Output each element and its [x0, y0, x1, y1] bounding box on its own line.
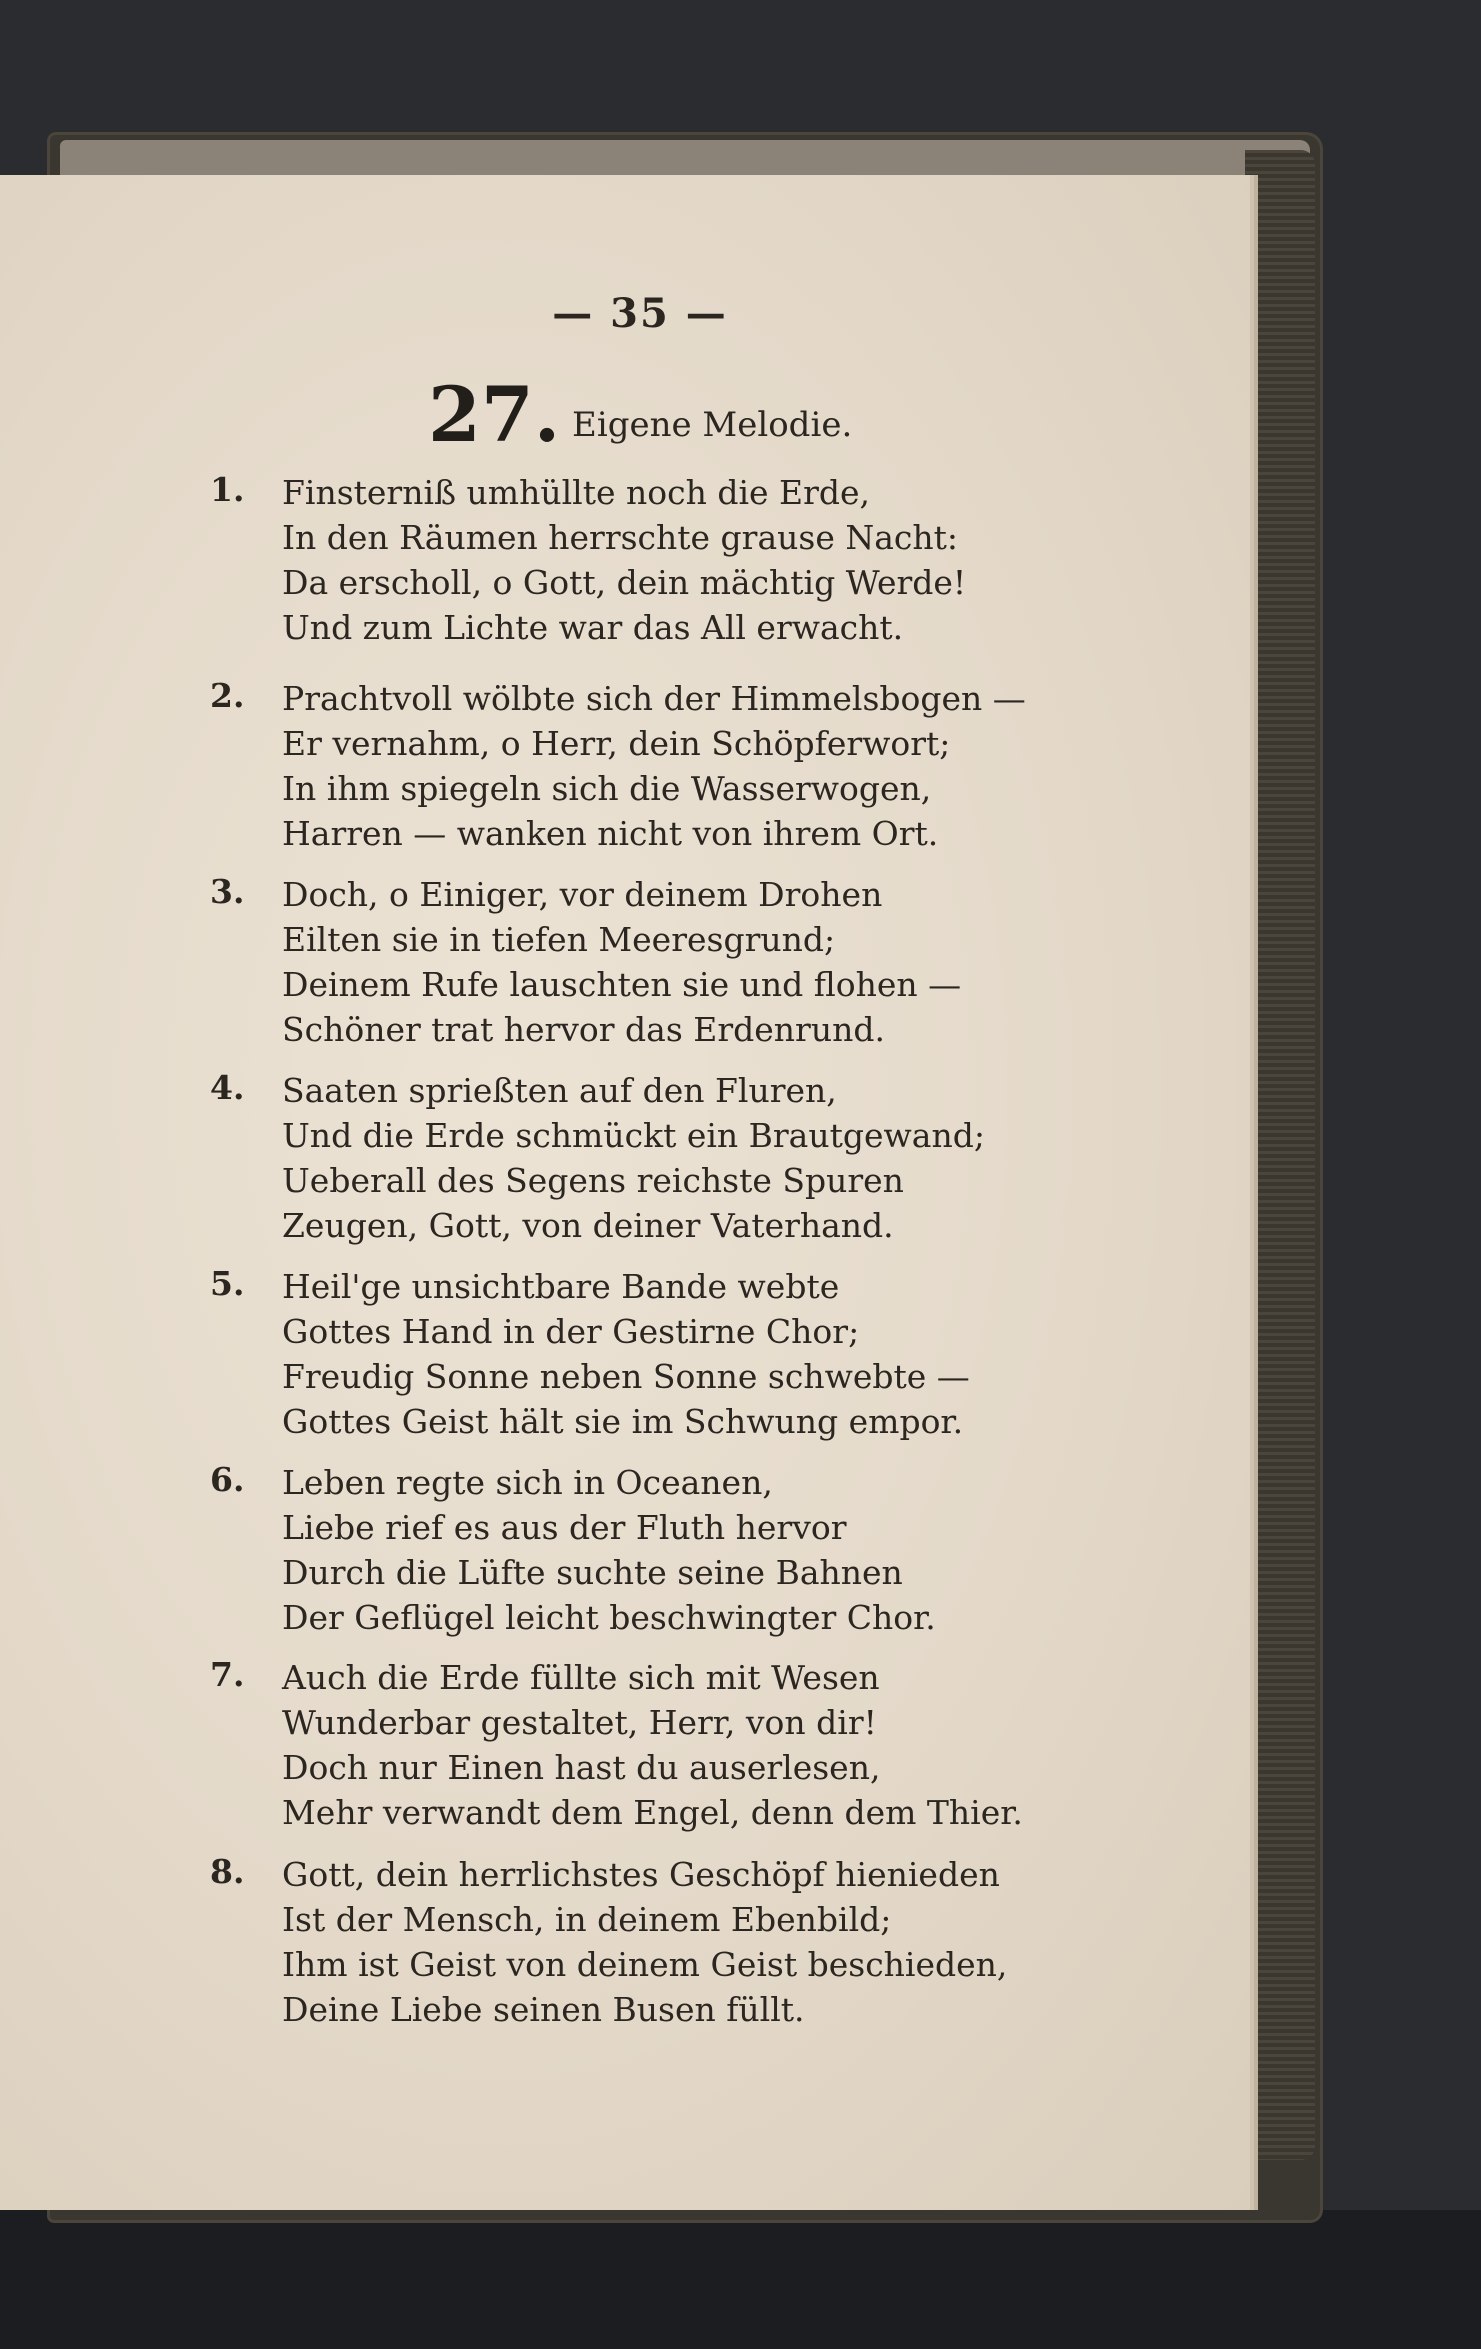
hymn-number: 27. [428, 370, 561, 459]
verse-line: Prachtvoll wölbte sich der Himmelsbogen — [282, 679, 1026, 718]
verse-number: 4. [210, 1068, 245, 1107]
verse-line: Ueberall des Segens reichste Spuren [282, 1161, 904, 1200]
verse-line: In den Räumen herrschte grause Nacht: [282, 518, 959, 557]
verse-line: Ihm ist Geist von deinem Geist beschieden, [282, 1945, 1008, 1984]
verse-line: Leben regte sich in Oceanen, [282, 1463, 773, 1502]
verse-line: Zeugen, Gott, von deiner Vaterhand. [282, 1206, 894, 1245]
verse-line: Doch nur Einen hast du auserlesen, [282, 1748, 881, 1787]
verse-line: Der Geflügel leicht beschwingter Chor. [282, 1598, 936, 1637]
verse-lines [282, 470, 1162, 650]
book-cover-top-edge [60, 140, 1310, 180]
verse-number: 1. [210, 470, 245, 509]
verse-line: Da erscholl, o Gott, dein mächtig Werde! [282, 563, 967, 602]
verse-line: Deine Liebe seinen Busen füllt. [282, 1990, 805, 2029]
verse-line: Auch die Erde füllte sich mit Wesen [282, 1658, 880, 1697]
verse-line: Wunderbar gestaltet, Herr, von dir! [282, 1703, 877, 1742]
verse-line: Liebe rief es aus der Fluth hervor [282, 1508, 847, 1547]
verse-line: Eilten sie in tiefen Meeresgrund; [282, 920, 836, 959]
verse-line: Ist der Mensch, in deinem Ebenbild; [282, 1900, 892, 1939]
verse-line: Gottes Hand in der Gestirne Chor; [282, 1312, 860, 1351]
verse-number: 3. [210, 872, 245, 911]
verse-number: 2. [210, 676, 245, 715]
verse-line: Schöner trat hervor das Erdenrund. [282, 1010, 885, 1049]
verse-number: 5. [210, 1264, 245, 1303]
verse-lines [282, 872, 1162, 1052]
verse-lines [282, 1852, 1162, 2032]
verse-line: Doch, o Einiger, vor deinem Drohen [282, 875, 883, 914]
verse-line: Gottes Geist hält sie im Schwung empor. [282, 1402, 964, 1441]
verse-line: Heil'ge unsichtbare Bande webte [282, 1267, 840, 1306]
verse-number: 8. [210, 1852, 245, 1891]
page-number: — 35 — [552, 290, 728, 337]
background [0, 2210, 1481, 2349]
verse-line: Freudig Sonne neben Sonne schwebte — [282, 1357, 970, 1396]
verse-number: 7. [210, 1655, 245, 1694]
verse-line: Durch die Lüfte suchte seine Bahnen [282, 1553, 903, 1592]
verse-line: Er vernahm, o Herr, dein Schöpferwort; [282, 724, 951, 763]
verse-lines [282, 1264, 1162, 1444]
verse-line: In ihm spiegeln sich die Wasserwogen, [282, 769, 932, 808]
verse-lines [282, 1068, 1162, 1248]
verse-line: Saaten sprießten auf den Fluren, [282, 1071, 837, 1110]
book-spine-edge [1245, 150, 1315, 2160]
verse-line: Und die Erde schmückt ein Brautgewand; [282, 1116, 985, 1155]
verse-lines [282, 1460, 1162, 1640]
hymn-subtitle: Eigene Melodie. [572, 405, 853, 445]
verse-lines [282, 1655, 1162, 1835]
verse-line: Deinem Rufe lauschten sie und flohen — [282, 965, 962, 1004]
verse-number: 6. [210, 1460, 245, 1499]
verse-line: Gott, dein herrlichstes Geschöpf hienieden [282, 1855, 1000, 1894]
verse-line: Harren — wanken nicht von ihrem Ort. [282, 814, 939, 853]
verse-lines [282, 676, 1162, 856]
verse-line: Finsterniß umhüllte noch die Erde, [282, 473, 871, 512]
verse-line: Und zum Lichte war das All erwacht. [282, 608, 904, 647]
verse-line: Mehr verwandt dem Engel, denn dem Thier. [282, 1793, 1023, 1832]
